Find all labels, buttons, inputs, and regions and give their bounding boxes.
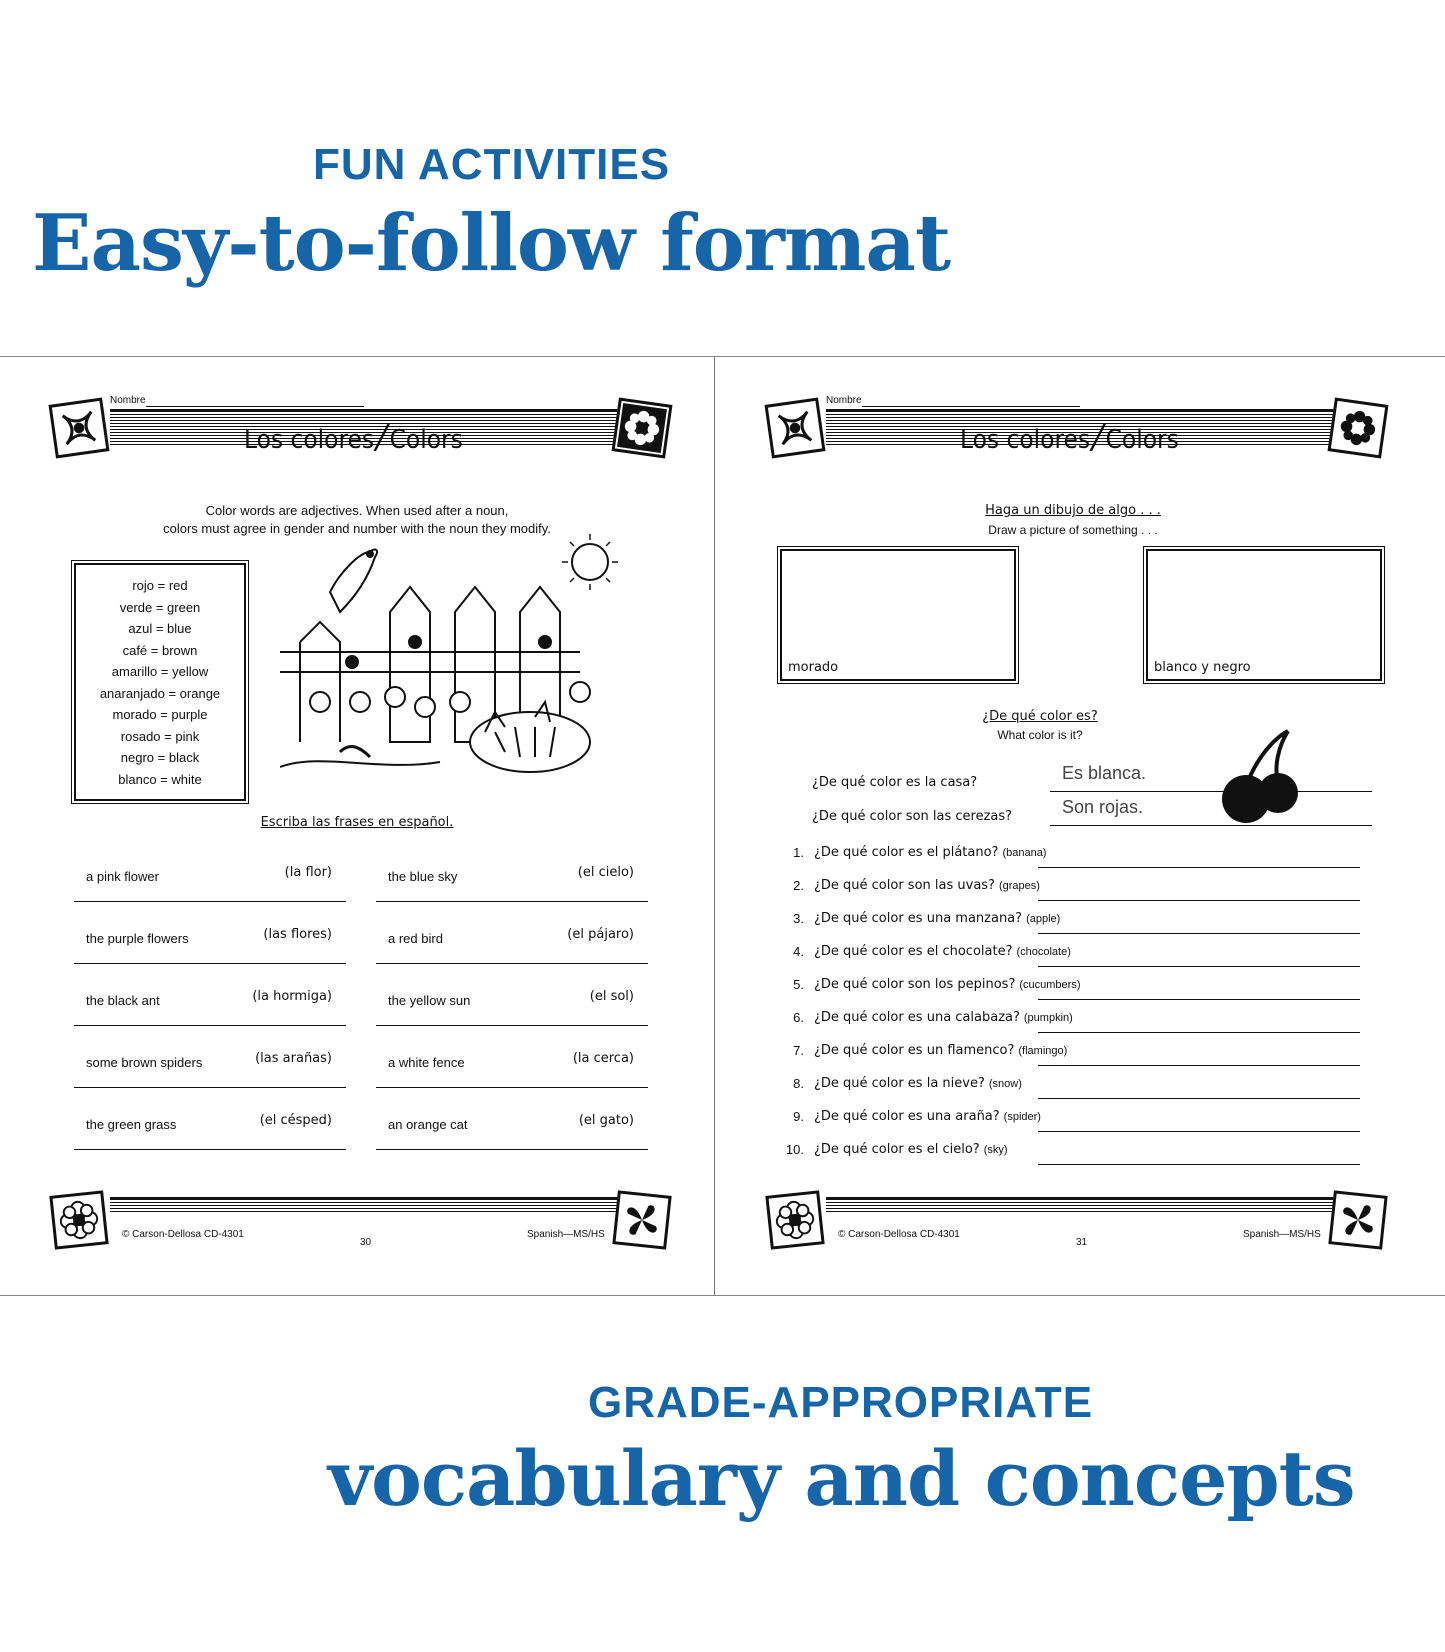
question-number: 4. — [793, 944, 804, 959]
drawing-box-label: morado — [788, 660, 839, 675]
vocab-item: rojo = red — [132, 578, 188, 593]
daisy-tile-icon — [49, 1190, 108, 1249]
question-text: ¿De qué color es el cielo? — [814, 1142, 980, 1157]
question-number: 6. — [793, 1010, 804, 1025]
question-hint: (sky) — [983, 1144, 1008, 1156]
question-hint: (grapes) — [998, 880, 1040, 892]
phrase-cell — [376, 903, 648, 964]
title-es: Los colores — [960, 425, 1091, 455]
question-hint: (banana) — [1002, 847, 1047, 859]
bottom-headline: vocabulary and concepts — [328, 1434, 1355, 1523]
example-answer: Es blanca. — [1062, 763, 1147, 783]
nombre-line — [146, 406, 364, 407]
page-title — [244, 417, 463, 457]
question-text: ¿De qué color son los pepinos? — [814, 977, 1016, 992]
phrase-en: the yellow sun — [388, 993, 471, 1008]
phrase-en: the green grass — [86, 1117, 177, 1132]
bottom-kicker: GRADE-APPROPRIATE — [588, 1378, 1094, 1427]
phrase-en: the purple flowers — [86, 931, 189, 946]
question-title-es: ¿De qué color es? — [982, 709, 1098, 724]
phrase-cell — [74, 1027, 346, 1088]
question-hint: (pumpkin) — [1023, 1012, 1073, 1024]
drawing-box-blanco-negro[interactable] — [1146, 549, 1382, 681]
vocab-item: azul = blue — [128, 621, 192, 636]
question-row — [776, 1043, 1376, 1076]
top-kicker: FUN ACTIVITIES — [313, 140, 671, 189]
question-number: 8. — [793, 1076, 804, 1091]
phrase-cell — [376, 965, 648, 1026]
garden-scene-illustration — [280, 532, 630, 782]
phrase-en: the black ant — [86, 993, 160, 1008]
question-number: 7. — [793, 1043, 804, 1058]
flower-tile-icon — [1328, 398, 1389, 459]
footer-subject: Spanish—MS/HS — [1243, 1229, 1321, 1240]
footer-copyright: © Carson-Dellosa CD-4301 — [838, 1229, 960, 1240]
footer-copyright: © Carson-Dellosa CD-4301 — [122, 1229, 244, 1240]
left-page — [0, 357, 714, 1295]
phrase-cell — [376, 1089, 648, 1150]
phrase-cell — [376, 841, 648, 902]
question-hint: (flamingo) — [1018, 1045, 1068, 1057]
vocab-item: café = brown — [122, 642, 198, 658]
question-row — [776, 977, 1376, 1010]
question-row — [776, 944, 1376, 977]
scroll-tile-icon — [765, 398, 826, 459]
title-en: Colors — [389, 425, 463, 455]
question-number: 10. — [785, 1142, 804, 1157]
phrase-cell — [376, 1027, 648, 1088]
question-text: ¿De qué color es un flamenco? — [814, 1043, 1015, 1058]
draw-title-es: Haga un dibujo de algo . . . — [985, 503, 1161, 518]
nombre-label: Nombre — [110, 395, 146, 406]
question-hint: (spider) — [1003, 1111, 1041, 1123]
phrase-en: the blue sky — [388, 869, 458, 884]
answer-line[interactable] — [1038, 933, 1360, 934]
question-number: 1. — [793, 845, 804, 860]
question-number: 9. — [793, 1109, 804, 1124]
spread-divider — [714, 357, 715, 1295]
cherries-icon — [1206, 727, 1306, 827]
drawing-box-label: blanco y negro — [1154, 660, 1251, 675]
answer-line[interactable] — [1038, 1032, 1360, 1033]
question-number: 2. — [793, 878, 804, 893]
phrase-es-hint: (las flores) — [263, 927, 332, 942]
example-answer: Son rojas. — [1062, 797, 1144, 817]
intro-line-2: colors must agree in gender and number with the noun they modify. — [163, 521, 551, 536]
question-row — [776, 878, 1376, 911]
phrase-es-hint: (la hormiga) — [252, 989, 332, 1004]
question-text: ¿De qué color es la nieve? — [814, 1076, 985, 1091]
phrase-es-hint: (el sol) — [589, 989, 634, 1004]
phrase-es-hint: (el gato) — [578, 1113, 634, 1128]
flower-tile-icon — [612, 398, 673, 459]
draw-title-en: Draw a picture of something . . . — [988, 523, 1158, 537]
phrase-cell — [74, 841, 346, 902]
pinwheel-tile-icon — [1328, 1190, 1387, 1249]
bottom-border-band — [110, 1197, 620, 1213]
page-number: 31 — [1076, 1237, 1088, 1248]
intro-line-1: Color words are adjectives. When used after a noun, — [205, 503, 509, 518]
question-hint: (apple) — [1026, 913, 1061, 925]
phrase-en: a red bird — [388, 931, 443, 946]
book-spread — [0, 356, 1445, 1296]
question-row — [776, 1109, 1376, 1142]
top-headline: Easy-to-follow format — [32, 198, 950, 289]
answer-line[interactable] — [1038, 867, 1360, 868]
answer-line[interactable] — [1038, 966, 1360, 967]
drawing-box-morado[interactable] — [780, 549, 1016, 681]
phrase-es-hint: (la flor) — [284, 865, 332, 880]
example-question: ¿De qué color son las cerezas? — [812, 809, 1013, 824]
vocab-item: anaranjado = orange — [99, 685, 221, 701]
question-text: ¿De qué color es una manzana? — [814, 911, 1023, 926]
scroll-tile-icon — [49, 398, 110, 459]
vocab-item: verde = green — [119, 599, 201, 615]
vocab-item: blanco = white — [118, 771, 202, 787]
phrase-en: some brown spiders — [86, 1055, 203, 1070]
answer-line[interactable] — [1038, 1065, 1360, 1066]
phrase-es-hint: (las arañas) — [255, 1051, 332, 1066]
question-text: ¿De qué color es el plátano? — [814, 845, 999, 860]
question-row — [776, 1010, 1376, 1043]
right-page — [716, 357, 1430, 1295]
phrase-es-hint: (la cerca) — [572, 1051, 634, 1066]
answer-line[interactable] — [1038, 999, 1360, 1000]
title-en: Colors — [1105, 425, 1179, 455]
phrase-en: a pink flower — [86, 869, 159, 884]
phrase-cell — [74, 903, 346, 964]
bottom-border-band — [826, 1197, 1336, 1213]
example-question: ¿De qué color es la casa? — [812, 775, 978, 790]
question-row — [776, 911, 1376, 944]
title-es: Los colores — [244, 425, 375, 455]
question-text: ¿De qué color son las uvas? — [814, 878, 995, 893]
nombre-label: Nombre — [826, 395, 862, 406]
answer-line[interactable] — [1038, 900, 1360, 901]
title-slash: / — [376, 417, 388, 457]
page-number: 30 — [360, 1237, 372, 1248]
phrase-cell — [74, 1089, 346, 1150]
answer-line[interactable] — [1038, 1131, 1360, 1132]
phrase-en: a white fence — [388, 1055, 465, 1070]
question-hint: (cucumbers) — [1019, 979, 1081, 991]
vocab-item: amarillo = yellow — [111, 664, 209, 679]
vocab-item: morado = purple — [112, 707, 208, 722]
question-text: ¿De qué color es el chocolate? — [814, 944, 1013, 959]
footer-subject: Spanish—MS/HS — [527, 1229, 605, 1240]
answer-line[interactable] — [1038, 1164, 1360, 1165]
question-row — [776, 1076, 1376, 1109]
answer-line[interactable] — [1038, 1098, 1360, 1099]
exercise-title: Escriba las frases en español. — [260, 815, 454, 830]
question-number: 3. — [793, 911, 804, 926]
daisy-tile-icon — [765, 1190, 824, 1249]
page-title — [960, 417, 1179, 457]
vocab-box — [74, 563, 246, 801]
phrase-es-hint: (el cielo) — [577, 865, 634, 880]
vocab-item: rosado = pink — [120, 728, 200, 744]
nombre-line — [862, 406, 1080, 407]
question-row — [776, 1142, 1376, 1175]
question-row — [776, 845, 1376, 878]
phrase-es-hint: (el césped) — [259, 1113, 332, 1128]
question-text: ¿De qué color es una calabaza? — [814, 1010, 1020, 1025]
question-title-en: What color is it? — [997, 728, 1083, 742]
question-hint: (snow) — [988, 1078, 1022, 1090]
pinwheel-tile-icon — [612, 1190, 671, 1249]
question-hint: (chocolate) — [1016, 946, 1071, 958]
vocab-item: negro = black — [120, 750, 200, 765]
phrase-en: an orange cat — [388, 1117, 468, 1132]
phrase-es-hint: (el pájaro) — [567, 927, 634, 942]
phrase-cell — [74, 965, 346, 1026]
question-list — [776, 845, 1396, 1185]
question-number: 5. — [793, 977, 804, 992]
title-slash: / — [1092, 417, 1104, 457]
question-text: ¿De qué color es una araña? — [814, 1109, 1000, 1124]
